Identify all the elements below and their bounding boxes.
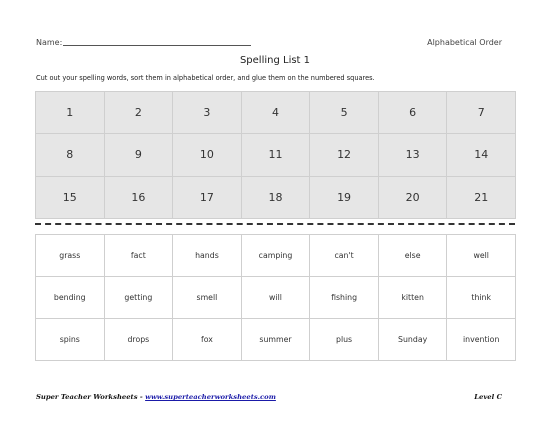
- word-card[interactable]: spins: [36, 319, 105, 361]
- word-card[interactable]: smell: [173, 277, 242, 319]
- word-card[interactable]: drops: [105, 319, 174, 361]
- word-card[interactable]: invention: [447, 319, 516, 361]
- word-card[interactable]: think: [447, 277, 516, 319]
- numbered-square: 18: [242, 177, 311, 219]
- numbered-square: 7: [447, 92, 516, 134]
- numbered-square: 11: [242, 134, 311, 176]
- footer-publisher: [36, 393, 276, 401]
- word-card[interactable]: grass: [36, 235, 105, 277]
- word-card[interactable]: bending: [36, 277, 105, 319]
- word-card[interactable]: will: [242, 277, 311, 319]
- cut-line: [35, 223, 515, 225]
- word-card[interactable]: hands: [173, 235, 242, 277]
- name-label: Name:: [36, 38, 63, 47]
- numbered-square: 3: [173, 92, 242, 134]
- word-card[interactable]: kitten: [379, 277, 448, 319]
- word-card[interactable]: Sunday: [379, 319, 448, 361]
- worksheet-title: Spelling List 1: [239, 55, 311, 66]
- numbered-square: 13: [379, 134, 448, 176]
- numbered-square: 10: [173, 134, 242, 176]
- publisher-name: Super Teacher Worksheets: [36, 393, 138, 401]
- numbered-square: 17: [173, 177, 242, 219]
- name-line[interactable]: [63, 45, 251, 46]
- word-card[interactable]: fact: [105, 235, 174, 277]
- numbered-square: 6: [379, 92, 448, 134]
- footer-separator: -: [137, 393, 146, 401]
- numbered-square: 4: [242, 92, 311, 134]
- word-card[interactable]: can't: [310, 235, 379, 277]
- word-card[interactable]: well: [447, 235, 516, 277]
- word-card[interactable]: else: [379, 235, 448, 277]
- word-card[interactable]: fishing: [310, 277, 379, 319]
- numbered-square: 16: [105, 177, 174, 219]
- numbered-square: 15: [36, 177, 105, 219]
- numbered-square: 2: [105, 92, 174, 134]
- numbered-square: 19: [310, 177, 379, 219]
- numbered-square: 21: [447, 177, 516, 219]
- numbered-square: 20: [379, 177, 448, 219]
- spelling-words-grid: [35, 234, 516, 361]
- numbered-square: 5: [310, 92, 379, 134]
- numbered-square: 9: [105, 134, 174, 176]
- footer-level: Level C: [474, 393, 502, 401]
- word-card[interactable]: plus: [310, 319, 379, 361]
- word-card[interactable]: summer: [242, 319, 311, 361]
- numbered-square: 8: [36, 134, 105, 176]
- word-card[interactable]: camping: [242, 235, 311, 277]
- numbered-squares-grid: [35, 91, 516, 219]
- word-card[interactable]: fox: [173, 319, 242, 361]
- worksheet-type: Alphabetical Order: [427, 38, 502, 47]
- numbered-square: 12: [310, 134, 379, 176]
- numbered-square: 1: [36, 92, 105, 134]
- word-card[interactable]: getting: [105, 277, 174, 319]
- numbered-square: 14: [447, 134, 516, 176]
- instructions: Cut out your spelling words, sort them in alphabetical order, and glue them on the numbered squares.: [36, 74, 375, 82]
- publisher-link[interactable]: www.superteacherworksheets.com: [145, 393, 276, 401]
